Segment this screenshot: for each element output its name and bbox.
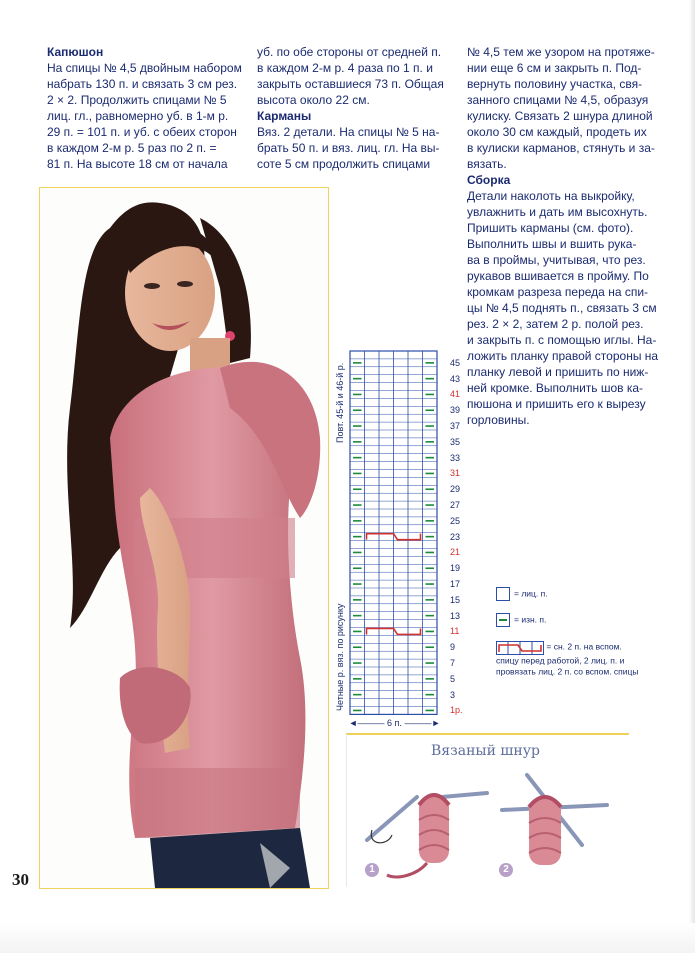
- legend-purl: [496, 613, 641, 635]
- legend-knit-text: = лиц. п.: [514, 588, 548, 599]
- text-line: Детали наколоть на выкройку,: [467, 189, 635, 203]
- text-line: уб. по обе стороны от средней п.: [257, 45, 442, 59]
- text-line: 29 п. = 101 п. и уб. с обеих сторон: [47, 125, 237, 139]
- row-number: 27: [450, 500, 461, 511]
- text-line: 81 п. На высоте 18 см от начала: [47, 157, 228, 171]
- text-line: ложить планку правой стороны на: [467, 349, 659, 363]
- cord-illustration: [347, 735, 629, 885]
- text-line: кулиску. Связать 2 шнура длиной: [467, 109, 653, 123]
- row-number: 35: [450, 436, 461, 447]
- text-line: вернуть половину участка, свя-: [467, 77, 643, 91]
- text-line: рукавов вшивается в пройму. По: [467, 269, 649, 283]
- legend-purl-text: = изн. п.: [514, 614, 547, 625]
- page-bottom-shade: [0, 923, 695, 953]
- text-line: около 30 см каждый, продеть их: [467, 125, 647, 139]
- legend-knit: [496, 587, 641, 609]
- heading-pockets: Карманы: [257, 109, 312, 123]
- knitted-cord-box: [346, 733, 629, 887]
- text-line: Пришить карманы (см. фото).: [467, 221, 634, 235]
- page-edge: [689, 0, 695, 953]
- chart-width-label: [347, 718, 442, 728]
- text-line: набрать 130 п. и связать 3 см рез.: [47, 77, 238, 91]
- chart-grid: [350, 351, 437, 714]
- text-line: кромкам разреза переда на спи-: [467, 285, 649, 299]
- text-line: ва в проймы, учитывая, что рез.: [467, 253, 646, 267]
- step-1-badge: 1: [365, 863, 379, 877]
- text-line: занного спицами № 4,5, образуя: [467, 93, 649, 107]
- text-line: лиц. гл., равномерно уб. в 1-м р.: [47, 109, 229, 123]
- legend-cable-text: = сн. 2 п. на вспом. спицу перед работой, 2 лиц. п. и провязать лиц. 2 п. со вспом. спицы: [496, 641, 639, 677]
- text-column-assembly: [467, 44, 662, 428]
- width-arrow-left: ◄———: [348, 718, 388, 728]
- heading-assembly: Сборка: [467, 173, 511, 187]
- text-line: ней кромке. Выполнить шов ка-: [467, 381, 644, 395]
- row-number: 25: [450, 515, 461, 526]
- text-line: рез. 2 × 2, затем 2 р. полой рез.: [467, 317, 644, 331]
- model-photo: [39, 187, 329, 889]
- text-line: соте 5 см продолжить спицами: [257, 157, 431, 171]
- row-number: 31: [450, 468, 461, 479]
- text-line: планку левой и пришить по ниж-: [467, 365, 649, 379]
- cable-stitch-icon: [496, 641, 544, 655]
- step-2-badge: 2: [499, 863, 513, 877]
- purl-stitch-icon: [496, 613, 510, 627]
- text-line: нии еще 6 см и закрыть п. Под-: [467, 61, 642, 75]
- heading-hood: Капюшон: [47, 45, 104, 59]
- knit-stitch-icon: [496, 587, 510, 601]
- text-line: закрыть оставшиеся 73 п. Общая: [257, 77, 444, 91]
- row-number: 5: [450, 673, 456, 684]
- row-number: 41: [450, 389, 461, 400]
- chart-legend: [496, 587, 641, 678]
- row-number: 3: [450, 689, 456, 700]
- even-rows-label: Четные р. вяз. по рисунку: [335, 603, 345, 711]
- row-number: 43: [450, 373, 461, 384]
- row-number: 13: [450, 610, 461, 621]
- model-illustration: [40, 188, 328, 888]
- row-number: 21: [450, 547, 461, 558]
- row-number: 45: [450, 357, 461, 368]
- row-number: 17: [450, 579, 461, 590]
- page-number: 30: [12, 870, 29, 889]
- text-line: в каждом 2-м р. 5 раз по 2 п. =: [47, 141, 217, 155]
- text-line: цы № 4,5 поднять п., связать 3 см: [467, 301, 657, 315]
- text-line: На спицы № 4,5 двойным набором: [47, 61, 242, 75]
- text-line: в кулиски карманов, стянуть и за-: [467, 141, 655, 155]
- text-column-hood: [47, 44, 242, 172]
- row-number: 19: [450, 563, 461, 574]
- row-number: 7: [450, 658, 456, 669]
- row-number: 9: [450, 642, 456, 653]
- row-number: 23: [450, 531, 461, 542]
- width-text: 6 п.: [387, 718, 402, 728]
- row-number: 1р.: [450, 705, 463, 716]
- text-column-pockets: [257, 44, 452, 172]
- row-number: 29: [450, 484, 461, 495]
- text-line: брать 50 п. и вяз. лиц. гл. На вы-: [257, 141, 440, 155]
- text-line: вязать.: [467, 157, 507, 171]
- text-line: увлажнить и дать им высохнуть.: [467, 205, 648, 219]
- text-line: в каждом 2-м р. 4 раза по 1 п. и: [257, 61, 433, 75]
- text-line: № 4,5 тем же узором на протяже-: [467, 45, 655, 59]
- legend-cable: [496, 641, 641, 678]
- cord-title: Вязаный шнур: [431, 743, 540, 759]
- row-number: 11: [450, 626, 460, 637]
- chart-grid-svg: [333, 343, 453, 718]
- row-number: 37: [450, 421, 461, 432]
- width-arrow-right: ———►: [401, 718, 441, 728]
- knitting-chart: [333, 343, 483, 733]
- row-number: 15: [450, 594, 461, 605]
- row-number: 33: [450, 452, 461, 463]
- repeat-rows-label: Повт. 45-й и 46-й р.: [335, 362, 345, 443]
- text-line: 2 × 2. Продолжить спицами № 5: [47, 93, 227, 107]
- text-line: Выполнить швы и вшить рука-: [467, 237, 637, 251]
- text-line: высота около 22 см.: [257, 93, 370, 107]
- text-line: и закрыть п. с помощью иглы. На-: [467, 333, 657, 347]
- text-line: горловины.: [467, 413, 530, 427]
- text-line: пюшона и пришить его к вырезу: [467, 397, 646, 411]
- row-number: 39: [450, 405, 461, 416]
- text-line: Вяз. 2 детали. На спицы № 5 на-: [257, 125, 440, 139]
